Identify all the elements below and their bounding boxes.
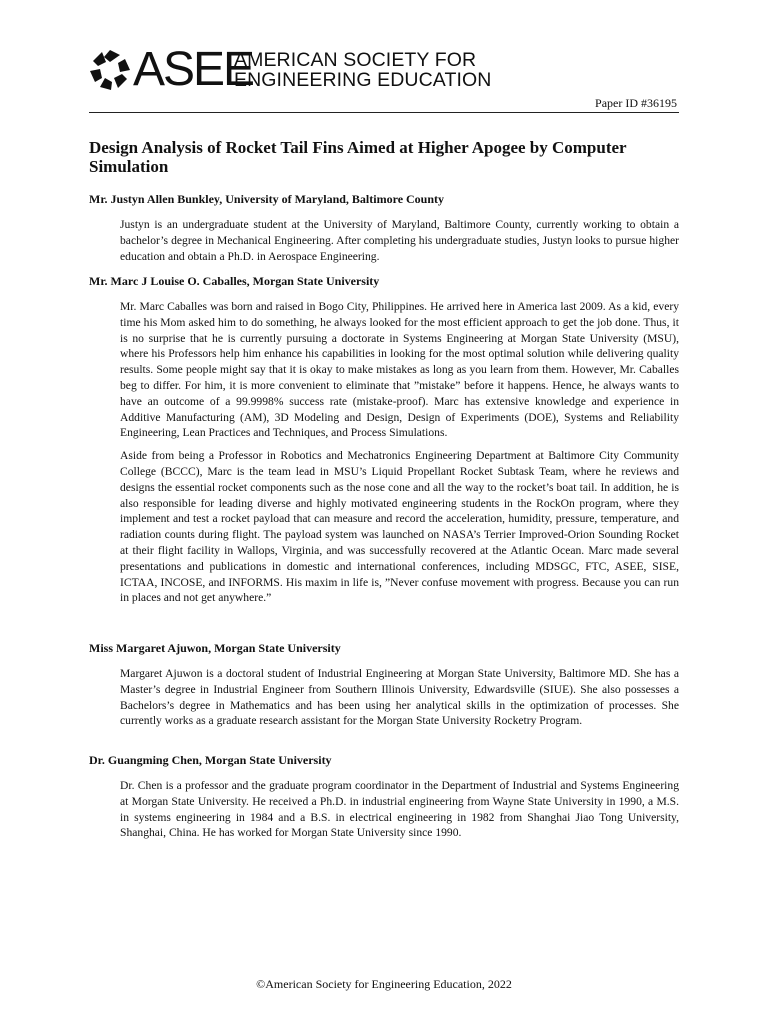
bio-paragraph: Dr. Chen is a professor and the graduate program coordinator in the Department of Industrial and Systems Engineering at Morgan State University. He received a Ph.D. in industrial engineering from Wayne State University in 1990, a M.S. in systems engineering in 1984 and a B.S. in electrical engineering in 1982 from Shanghai Jiao Tong University, Shanghai, China. He has worked for Morgan State University since 1990. bbox=[120, 779, 679, 840]
organization-name-line1: AMERICAN SOCIETY FOR bbox=[234, 49, 477, 71]
author-name: Mr. Marc J Louise O. Caballes, Morgan State University bbox=[89, 274, 380, 288]
asee-wordmark: ASEE bbox=[133, 43, 254, 96]
bio-paragraph: Aside from being a Professor in Robotics and Mechatronics Engineering Department at Baltimore City Community College (BCCC), Marc is the team lead in MSU’s Liquid Propellant Rocket Subtask Team, where he reviews and designs the essential rocket components such as the nose cone and all the way to the rocket’s boat tail. In addition, he is also responsible for leading diverse and highly motivated engineering students in the RockOn program, where they implement and test a rocket payload that can measure and record the acceleration, humidity, pressure, temperature, and radiation counts during flight. The payload system was launched on NASA’s Terrier Improved-Orion Sounding Rocket at their flight facility in Wallops, Virginia, and was successfully recovered at the Atlantic Ocean. Marc made several presentations and publications in domestic and international conferences, including MDSGC, FTC, ASEE, SISE, ICTAA, INCOSE, and INFORMS. His maxim in life is, ”Never confuse movement with progress. Because you can run in places and not get anywhere.” bbox=[120, 449, 679, 605]
header-rule bbox=[89, 112, 679, 113]
organization-name-line2: ENGINEERING EDUCATION bbox=[234, 68, 492, 91]
author-bio bbox=[120, 666, 679, 729]
author-name: Mr. Justyn Allen Bunkley, University of Maryland, Baltimore County bbox=[89, 192, 445, 206]
copyright-footer: ©American Society for Engineering Education, 2022 bbox=[256, 977, 512, 991]
paper-title: Design Analysis of Rocket Tail Fins Aimed at Higher Apogee by Computer Simulation bbox=[89, 138, 627, 176]
author-section bbox=[89, 192, 679, 271]
organization-name bbox=[234, 51, 491, 90]
asee-logo bbox=[89, 43, 254, 96]
bio-paragraph: Justyn is an undergraduate student at the University of Maryland, Baltimore County, currently working to obtain a bachelor’s degree in Mechanical Engineering. After completing his undergraduate studies, Justyn looks to pursue higher education and obtain a Ph.D. in Aerospace Engineering. bbox=[120, 218, 679, 263]
asee-emblem-icon bbox=[89, 49, 131, 91]
paper-id: Paper ID #36195 bbox=[595, 96, 677, 110]
author-name: Miss Margaret Ajuwon, Morgan State University bbox=[89, 641, 341, 655]
bio-paragraph: Mr. Marc Caballes was born and raised in Bogo City, Philippines. He arrived here in America last 2009. As a kid, every time his Mom asked him to do something, he always looked for the most efficient approach to get the job done. Thus, it is no surprise that he is currently pursuing a doctorate in Systems Engineering at Morgan State University (MSU), where his Professors help him enhance his capabilities in looking for the most optimal solution while delivering quality results. Some people might say that it is okay to make mistakes as long as you learn from them. However, Mr. Caballes beg to differ. For him, it is more convenient to eliminate that ”mistake” before it happens. Hence, he always wants to have an outcome of a 99.9998% success rate (mistake-proof). Marc has extensive knowledge and experience in Additive Manufacturing (AM), 3D Modeling and Design, Design of Experiments (DOE), Systems and Reliability Engineering, Lean Practices and Techniques, and Process Simulations. bbox=[120, 300, 679, 440]
author-section bbox=[89, 641, 679, 736]
author-section bbox=[89, 274, 679, 613]
author-bio bbox=[120, 778, 679, 841]
author-name: Dr. Guangming Chen, Morgan State University bbox=[89, 753, 332, 767]
author-bio bbox=[120, 299, 679, 606]
bio-paragraph: Margaret Ajuwon is a doctoral student of Industrial Engineering at Morgan State University, Baltimore MD. She has a Master’s degree in Industrial Engineer from Southern Illinois University, Edwardsville (SIUE). She also possesses a Bachelors’s degree in Mathematics and has been using her analytical skills in the optimization of processes. She currently works as a graduate research assistant for the Morgan State University Rocketry Program. bbox=[120, 667, 679, 728]
author-section bbox=[89, 753, 679, 848]
author-bio bbox=[120, 217, 679, 264]
